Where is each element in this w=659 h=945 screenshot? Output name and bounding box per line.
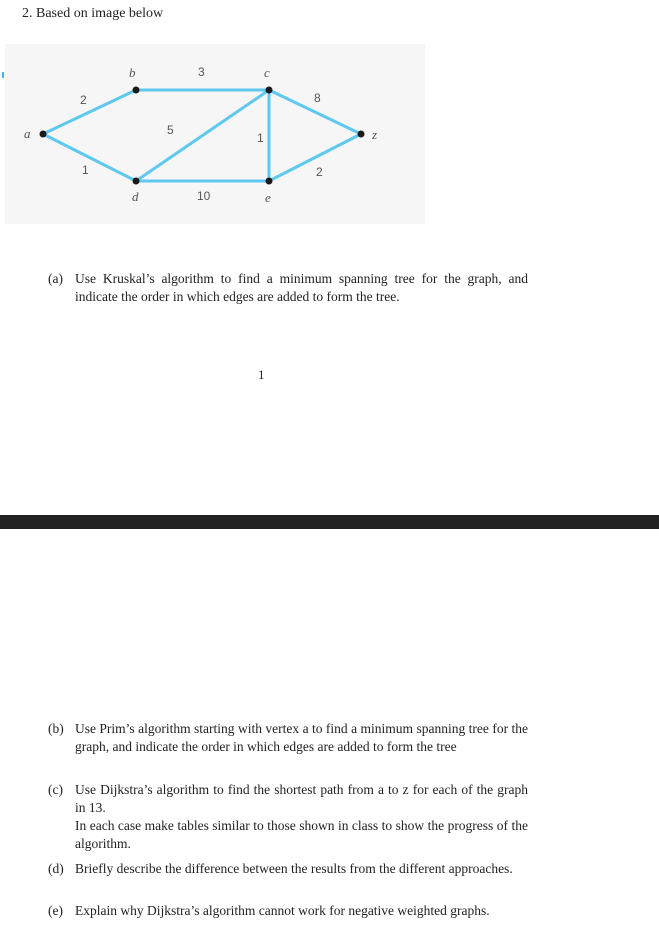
part-e-label: (e) <box>48 903 63 918</box>
page-break-bar <box>0 515 659 529</box>
part-e-text: Explain why Dijkstra’s algorithm cannot work for negative weighted graphs. <box>75 903 490 918</box>
vertex-label-b: b <box>129 65 136 80</box>
vertex-label-a: a <box>24 126 31 141</box>
part-c-label: (c) <box>48 782 63 797</box>
part-a-label: (a) <box>48 271 63 286</box>
part-b-label: (b) <box>48 721 64 736</box>
graph-figure <box>5 44 425 224</box>
page-number: 1 <box>258 367 265 382</box>
edge-dc <box>136 90 269 181</box>
vertex-label-e: e <box>265 190 271 205</box>
weight-ce: 1 <box>257 131 264 145</box>
question-heading: 2. Based on image below <box>22 6 164 21</box>
weighted-graph <box>5 44 425 224</box>
vertex-label-c: c <box>264 65 270 80</box>
vertex-label-z: z <box>372 127 378 142</box>
edge-ez <box>269 134 361 181</box>
part-d-text: Briefly describe the difference between the results from the different approaches. <box>75 861 513 876</box>
part-a-text: Use Kruskal’s algorithm to find a minimum spanning tree for the graph, and indicate the order in which edges are added to form the tree. <box>75 271 528 304</box>
vertex-z <box>358 131 365 138</box>
weight-bc: 3 <box>198 65 205 79</box>
weight-ez: 2 <box>316 165 323 179</box>
vertex-c <box>266 87 273 94</box>
vertex-e <box>266 178 273 185</box>
vertex-b <box>133 87 140 94</box>
part-d-label: (d) <box>48 861 64 876</box>
weight-cz: 8 <box>314 91 321 105</box>
part-c <box>48 781 528 853</box>
margin-mark <box>2 72 4 78</box>
edge-ad <box>43 134 136 181</box>
weight-ad: 1 <box>82 163 89 177</box>
weight-dc: 5 <box>167 123 174 137</box>
part-e <box>48 902 528 920</box>
vertex-a <box>40 131 47 138</box>
weight-ab: 2 <box>80 93 87 107</box>
weight-de: 10 <box>197 189 211 203</box>
part-b <box>48 720 528 756</box>
part-a <box>48 270 528 306</box>
part-d <box>48 860 528 878</box>
edge-ab <box>43 90 136 134</box>
vertex-label-d: d <box>132 189 139 204</box>
part-c-text-1: Use Dijkstra’s algorithm to find the shortest path from a to z for each of the graph in 13. <box>75 782 528 815</box>
part-b-text: Use Prim’s algorithm starting with vertex a to find a minimum spanning tree for the graph, and indicate the order in which edges are added to form the tree <box>75 721 528 754</box>
vertex-d <box>133 178 140 185</box>
part-c-text-2: In each case make tables similar to those shown in class to show the progress of the algorithm. <box>75 818 528 851</box>
